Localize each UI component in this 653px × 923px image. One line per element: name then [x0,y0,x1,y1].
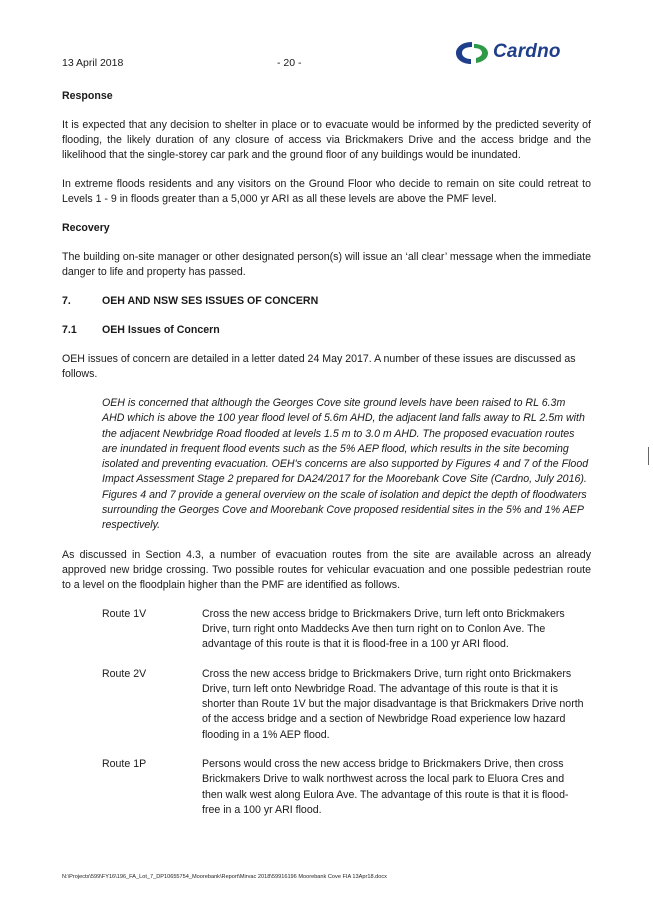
section-7-title: OEH AND NSW SES ISSUES OF CONCERN [102,295,319,307]
section-7-1-title: OEH Issues of Concern [102,324,220,336]
route-item [102,607,591,653]
route-description: Cross the new access bridge to Brickmakers Drive, turn right onto Brickmakers Drive, turn left onto Newbridge Road. The advantage of this route is that it is shorter than Route 1V but the major disadvantage is that Brickmakers Drive north of the access bridge and a section of Newbridge Road experience low hazard flooding in a 1% AEP flood. [202,667,584,741]
page-number: - 20 - [277,57,302,69]
route-item [102,757,591,818]
header-date: 13 April 2018 [62,57,124,69]
route-label: Route 1V [102,607,147,620]
route-item [102,667,591,743]
response-paragraph-1: It is expected that any decision to shelter in place or to evacuate would be informed by the predicted severity of flooding, the likely duration of any closure of access via Brickmakers Drive and the access bridge and the likelihood that the single-storey car park and the ground floor of any buildings would be inundated. [62,119,591,161]
document-body [62,89,591,818]
footer-file-path: N:\Projects\599\FY16\196_FA_Lot_7_DP10655754_Moorebank\Report\Mirvac 2018\59916196 Moorebank Cove FIA 13Apr18.docx [62,874,387,880]
oeh-quote: OEH is concerned that although the Georges Cove site ground levels have been raised to RL 6.3m AHD which is above the 100 year flood level of 5.6m AHD, the adjacent land falls away to RL 2.5m with the adjacent Newbridge Road flooded at levels 1.5 m to 3.0 m AHD. The proposed evacuation routes are inundated in frequent flood events such as the 5% AEP flood, which results in the site becoming isolated and preventing evacuation. OEH's concerns are also supported by Figures 4 and 7 of the Flood Impact Assessment Stage 2 prepared for DA24/2017 for the Moorebank Cove Site (Cardno, July 2016). Figures 4 and 7 provide a general overview on the scale of isolation and depict the depth of floodwaters surrounding the Georges Cove and Moorebank Cove proposed residential sites in the 5% and 1% AEP respectively. [102,397,589,532]
cardno-swoosh-icon [452,38,492,68]
cardno-logo [452,38,618,68]
section-7-1-heading [62,323,591,338]
response-paragraph-2: In extreme floods residents and any visitors on the Ground Floor who decide to remain on site could retreat to Levels 1 - 9 in floods greater than a 5,000 yr ARI as all these levels are above the PMF level. [62,178,591,205]
logo-text: Cardno [493,41,561,62]
section-7-heading [62,294,591,309]
evacuation-paragraph: As discussed in Section 4.3, a number of evacuation routes from the site are available across an already approved new bridge crossing. Two possible routes for vehicular evacuation and one possible pedestrian route to a level on the floodplain higher than the PMF are identified as follows. [62,548,591,591]
response-heading: Response [62,90,113,102]
section-7-number: 7. [62,295,71,307]
recovery-paragraph: The building on-site manager or other designated person(s) will issue an ‘all clear’ message when the immediate danger to life and property has passed. [62,251,591,278]
revision-bar [648,447,649,465]
route-label: Route 2V [102,667,147,680]
oeh-paragraph: OEH issues of concern are detailed in a letter dated 24 May 2017. A number of these issues are discussed as follows. [62,353,576,380]
route-label: Route 1P [102,758,147,771]
recovery-heading: Recovery [62,222,110,234]
route-description: Persons would cross the new access bridge to Brickmakers Drive, then cross Brickmakers Drive to walk northwest across the local park to Eluora Cres and then walk west along Eulora Ave. The advantage of this route is that it is flood-free in a 100 yr ARI flood. [202,758,569,816]
section-7-1-number: 7.1 [62,324,77,336]
route-description: Cross the new access bridge to Brickmakers Drive, turn left onto Brickmakers Drive, turn right onto Maddecks Ave then turn right on to Conlon Ave. The advantage of this route is that it is flood-free in a 100 yr ARI flood. [202,607,565,651]
